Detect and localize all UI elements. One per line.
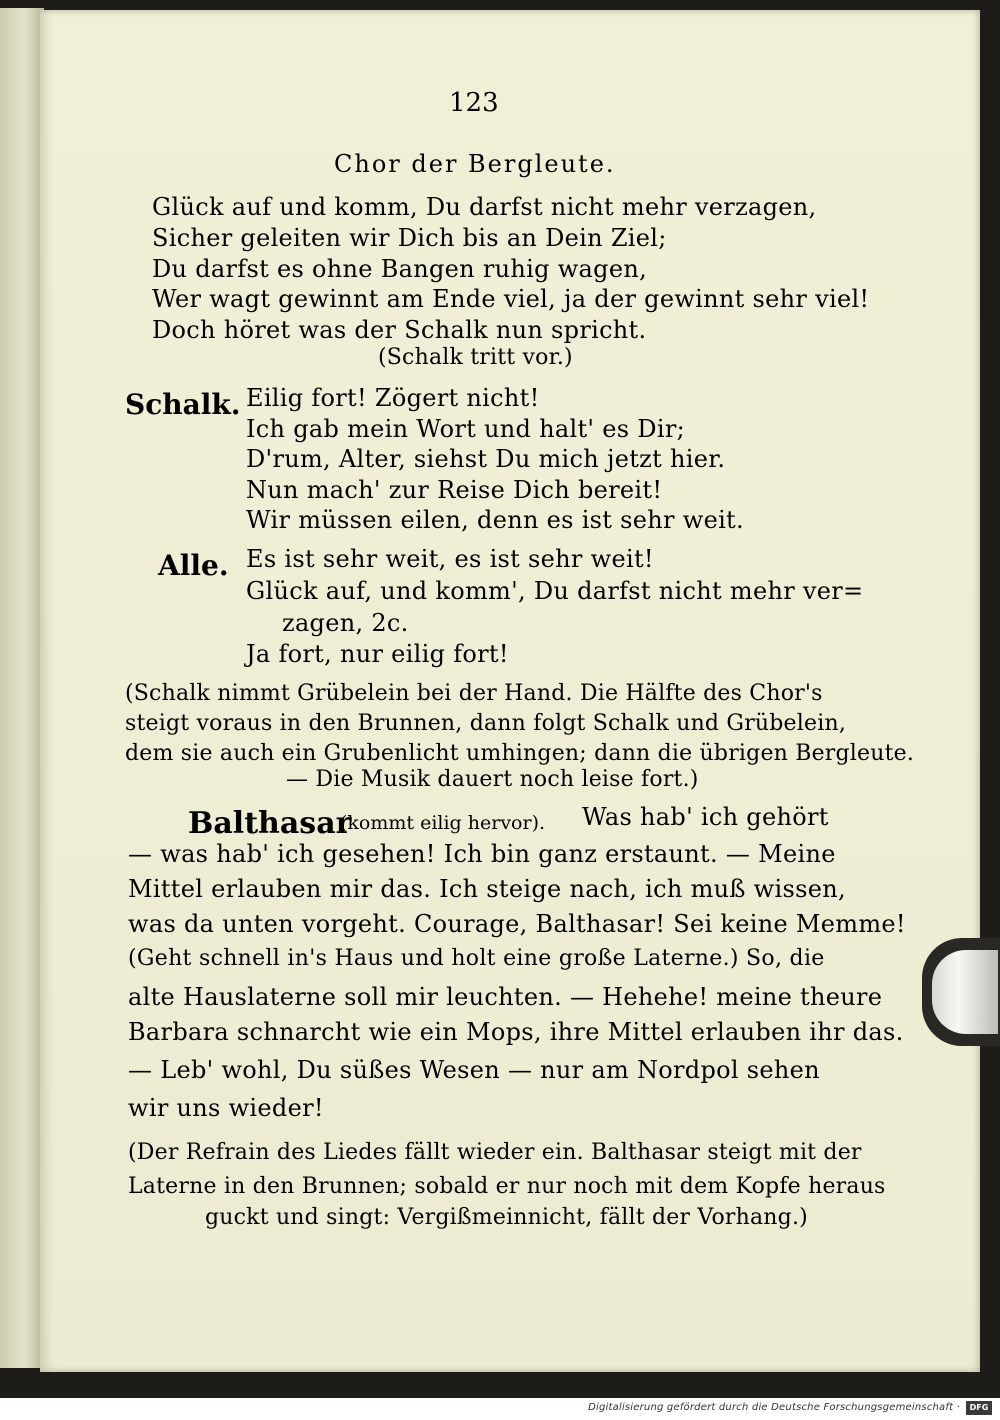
stage-direction: (Schalk tritt vor.)	[378, 345, 573, 370]
page-clip-highlight	[932, 950, 998, 1034]
stage-direction-line: (Schalk nimmt Grübelein bei der Hand. Die Hälfte des Chor's	[125, 681, 823, 706]
chorus-line: Doch höret was der Schalk nun spricht.	[152, 316, 647, 344]
speaker-name: Schalk.	[125, 388, 241, 421]
speaker-name: Balthasar	[188, 806, 352, 841]
funding-credit: Digitalisierung gefördert durch die Deutsche Forschungsgemeinschaft ·	[588, 1402, 960, 1413]
prose-line: Mittel erlauben mir das. Ich steige nach, ich muß wissen,	[128, 875, 846, 903]
verse-line: Wir müssen eilen, denn es ist sehr weit.	[246, 506, 744, 534]
prose-line: Was hab' ich gehört	[582, 803, 829, 831]
verse-line: Glück auf, und komm', Du darfst nicht mehr ver=	[246, 577, 864, 605]
stage-direction-line: steigt voraus in den Brunnen, dann folgt Schalk und Grübelein,	[125, 711, 847, 736]
prose-line: — Leb' wohl, Du süßes Wesen — nur am Nordpol sehen	[128, 1056, 820, 1084]
page-number: 123	[449, 88, 499, 118]
verse-line: Ja fort, nur eilig fort!	[246, 640, 509, 668]
prose-line: Barbara schnarcht wie ein Mops, ihre Mittel erlauben ihr das.	[128, 1018, 904, 1046]
stage-direction-line: guckt und singt: Vergißmeinnicht, fällt der Vorhang.)	[205, 1205, 808, 1230]
prose-line: — was hab' ich gesehen! Ich bin ganz erstaunt. — Meine	[128, 840, 836, 868]
verse-line: Nun mach' zur Reise Dich bereit!	[246, 476, 663, 504]
prose-line: alte Hauslaterne soll mir leuchten. — Hehehe! meine theure	[128, 983, 883, 1011]
chorus-line: Du darfst es ohne Bangen ruhig wagen,	[152, 255, 648, 283]
stage-direction-line: — Die Musik dauert noch leise fort.)	[286, 767, 699, 792]
verse-line: D'rum, Alter, siehst Du mich jetzt hier.	[246, 445, 726, 473]
adjacent-page-edge	[0, 8, 44, 1368]
verse-line: Eilig fort! Zögert nicht!	[246, 384, 540, 412]
stage-direction-line: dem sie auch ein Grubenlicht umhingen; dann die übrigen Bergleute.	[125, 741, 915, 766]
verse-line: Ich gab mein Wort und halt' es Dir;	[246, 415, 685, 443]
prose-line: was da unten vorgeht. Courage, Balthasar! Sei keine Memme!	[128, 910, 906, 938]
chorus-line: Sicher geleiten wir Dich bis an Dein Ziel;	[152, 224, 667, 252]
speaker-name: Alle.	[158, 549, 229, 582]
chorus-line: Wer wagt gewinnt am Ende viel, ja der gewinnt sehr viel!	[152, 285, 870, 313]
dfg-logo: DFG	[966, 1401, 992, 1415]
prose-line: (Geht schnell in's Haus und holt eine große Laterne.) So, die	[128, 946, 825, 971]
stage-direction-line: (Der Refrain des Liedes fällt wieder ein. Balthasar steigt mit der	[128, 1140, 862, 1165]
verse-line: zagen, 2c.	[282, 609, 409, 637]
heading: Chor der Bergleute.	[334, 150, 616, 178]
verse-line: Es ist sehr weit, es ist sehr weit!	[246, 545, 654, 573]
stage-direction-line: Laterne in den Brunnen; sobald er nur noch mit dem Kopfe heraus	[128, 1174, 886, 1199]
prose-line: wir uns wieder!	[128, 1094, 324, 1122]
stage-aside: (kommt eilig hervor).	[340, 812, 546, 834]
chorus-line: Glück auf und komm, Du darfst nicht mehr verzagen,	[152, 193, 817, 221]
